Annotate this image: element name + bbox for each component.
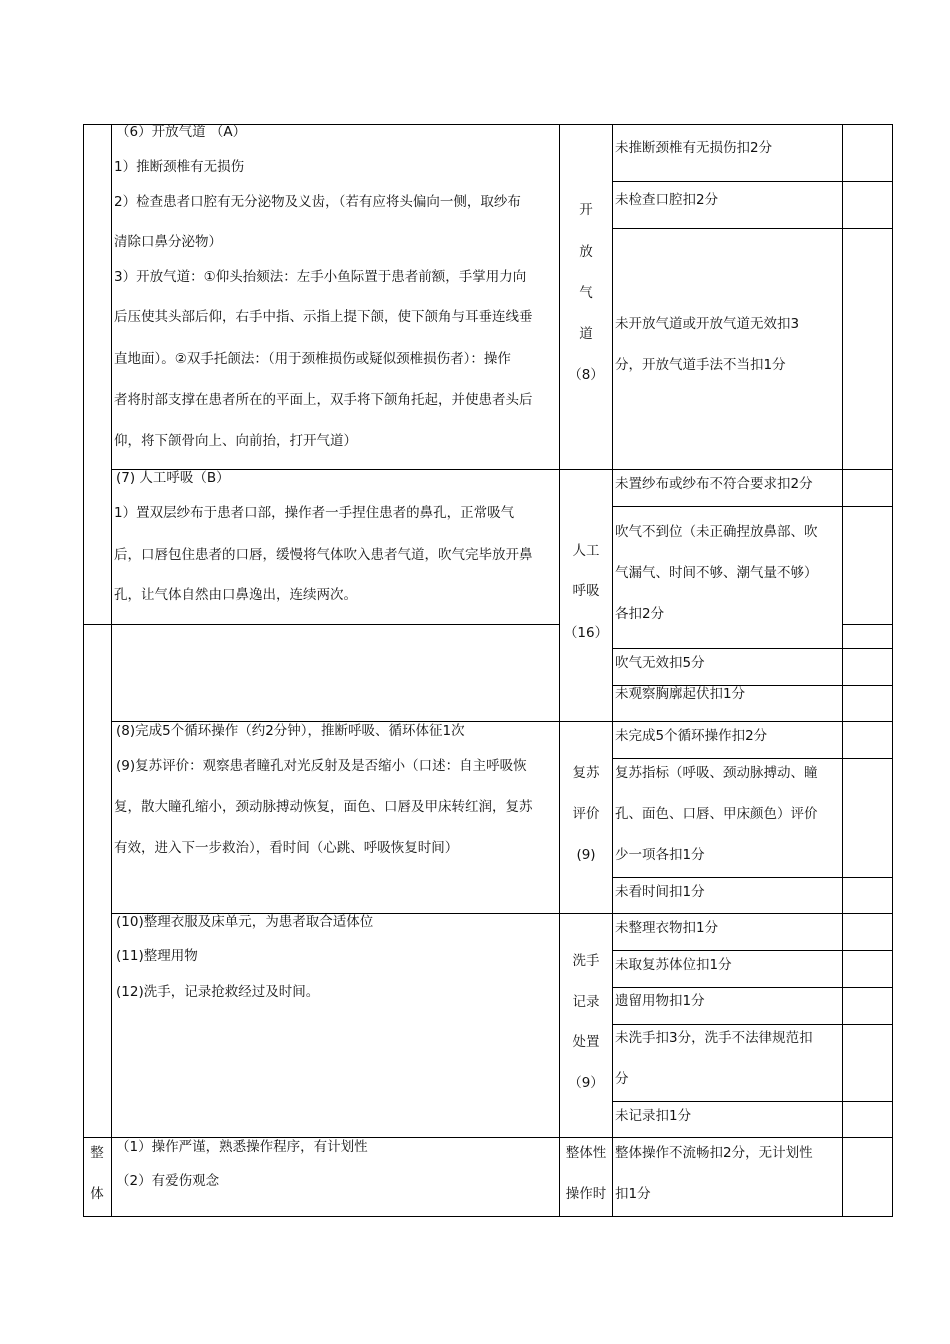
- grid-line: [842, 124, 843, 1217]
- airway-category: 放: [579, 244, 593, 260]
- wrapup-deduction: 未记录扣1分: [615, 1108, 692, 1124]
- wrapup-line: (10)整理衣服及床单元，为患者取合适体位: [116, 914, 374, 930]
- evaluation-line: 有效，进入下一步救治），看时间（心跳、呼吸恢复时间）: [114, 840, 459, 856]
- breathing-category: （16）: [563, 625, 609, 641]
- evaluation-category: 复苏: [572, 765, 600, 781]
- airway-line: 2）检查患者口腔有无分泌物及义齿，（若有应将头偏向一侧，取纱布: [114, 194, 521, 210]
- wrapup-category: 记录: [572, 994, 600, 1010]
- overall-category: 整体性: [565, 1145, 607, 1161]
- grid-line: [612, 1024, 893, 1025]
- airway-line: 者将肘部支撑在患者所在的平面上，双手将下颌角托起，并使患者头后: [114, 392, 533, 408]
- breathing-line: 后，口唇包住患者的口唇，缓慢将气体吹入患者气道，吹气完毕放开鼻: [114, 547, 533, 563]
- grid-line: [612, 987, 893, 988]
- evaluation-deduction: 未完成5个循环操作扣2分: [615, 728, 768, 744]
- grid-line: [83, 1216, 893, 1217]
- grid-line: [612, 950, 893, 951]
- evaluation-line: 复，散大瞳孔缩小，颈动脉搏动恢复，面色、口唇及甲床转红润，复苏: [114, 799, 533, 815]
- overall-line: （2）有爱伤观念: [116, 1173, 220, 1189]
- overall-left-label: 整: [90, 1145, 104, 1161]
- grid-line: [111, 124, 112, 1217]
- airway-category: 气: [579, 285, 593, 301]
- wrapup-category: 洗手: [572, 953, 600, 969]
- evaluation-category: (9): [576, 847, 596, 863]
- overall-deduction: 整体操作不流畅扣2分，无计划性: [615, 1145, 813, 1161]
- grid-line: [892, 124, 893, 1217]
- wrapup-category: （9）: [568, 1075, 604, 1091]
- breathing-category: 呼吸: [572, 583, 600, 599]
- grid-line: [612, 228, 893, 229]
- airway-deduction: 未推断颈椎有无损伤扣2分: [615, 140, 773, 156]
- breathing-deduction: 未观察胸廓起伏扣1分: [615, 686, 746, 702]
- breathing-deduction: 吹气无效扣5分: [615, 655, 705, 671]
- overall-category: 操作时: [565, 1186, 607, 1202]
- evaluation-line: (9)复苏评价：观察患者瞳孔对光反射及是否缩小（口述：自主呼吸恢: [116, 758, 527, 774]
- breathing-line: (7) 人工呼吸（B）: [116, 470, 230, 486]
- airway-line: 后压使其头部后仰，右手中指、示指上提下颌，使下颌角与耳垂连线垂: [114, 309, 533, 325]
- grid-line: [612, 648, 893, 649]
- evaluation-deduction: 复苏指标（呼吸、颈动脉搏动、瞳: [615, 765, 818, 781]
- grid-line: [612, 124, 613, 1217]
- breathing-deduction: 吹气不到位（未正确捏放鼻部、吹: [615, 524, 818, 540]
- grid-line: [83, 624, 560, 625]
- grid-line: [612, 877, 893, 878]
- breathing-deduction: 各扣2分: [615, 606, 665, 622]
- grid-line: [83, 124, 84, 1217]
- grid-line: [559, 124, 560, 1217]
- wrapup-deduction: 未洗手扣3分，洗手不法律规范扣: [615, 1030, 813, 1046]
- airway-line: 直地面）。②双手托颌法：（用于颈椎损伤或疑似颈椎损伤者）：操作: [114, 351, 511, 367]
- overall-deduction: 扣1分: [615, 1186, 651, 1202]
- airway-line: 3）开放气道：①仰头抬颏法：左手小鱼际置于患者前额，手掌用力向: [114, 269, 527, 285]
- breathing-line: 孔，让气体自然由口鼻逸出，连续两次。: [114, 587, 357, 603]
- wrapup-deduction: 遗留用物扣1分: [615, 993, 705, 1009]
- evaluation-line: (8)完成5个循环操作（约2分钟），推断呼吸、循环体征1次: [116, 723, 465, 739]
- grid-line: [612, 1101, 893, 1102]
- overall-line: （1）操作严谨，熟悉操作程序，有计划性: [116, 1139, 368, 1155]
- airway-category: 道: [579, 326, 593, 342]
- breathing-deduction: 气漏气、时间不够、潮气量不够）: [615, 565, 818, 581]
- evaluation-deduction: 少一项各扣1分: [615, 847, 705, 863]
- wrapup-line: (11)整理用物: [116, 948, 198, 964]
- grid-line: [612, 506, 893, 507]
- wrapup-category: 处置: [572, 1034, 600, 1050]
- airway-category: （8）: [568, 367, 604, 383]
- wrapup-line: (12)洗手，记录抢救经过及时间。: [116, 984, 320, 1000]
- airway-line: 1）推断颈椎有无损伤: [114, 159, 245, 175]
- grid-line: [842, 624, 893, 625]
- evaluation-deduction: 孔、面色、口唇、甲床颜色）评价: [615, 806, 818, 822]
- evaluation-category: 评价: [572, 806, 600, 822]
- wrapup-deduction: 未整理衣物扣1分: [615, 920, 719, 936]
- airway-deduction: 未检查口腔扣2分: [615, 192, 719, 208]
- airway-line: 仰，将下颌骨向上、向前抬，打开气道）: [114, 433, 357, 449]
- wrapup-deduction: 未取复苏体位扣1分: [615, 957, 732, 973]
- evaluation-deduction: 未看时间扣1分: [615, 884, 705, 900]
- airway-line: （6）开放气道 （A）: [116, 124, 247, 140]
- overall-left-label: 体: [90, 1186, 104, 1202]
- grid-line: [612, 181, 893, 182]
- airway-deduction: 分，开放气道手法不当扣1分: [615, 357, 786, 373]
- airway-category: 开: [579, 202, 593, 218]
- airway-line: 清除口鼻分泌物）: [114, 234, 222, 250]
- wrapup-deduction: 分: [615, 1071, 629, 1087]
- breathing-category: 人工: [572, 543, 600, 559]
- breathing-deduction: 未置纱布或纱布不符合要求扣2分: [615, 476, 813, 492]
- grid-line: [612, 758, 893, 759]
- airway-deduction: 未开放气道或开放气道无效扣3: [615, 316, 800, 332]
- breathing-line: 1）置双层纱布于患者口部，操作者一手捏住患者的鼻孔，正常吸气: [114, 505, 515, 521]
